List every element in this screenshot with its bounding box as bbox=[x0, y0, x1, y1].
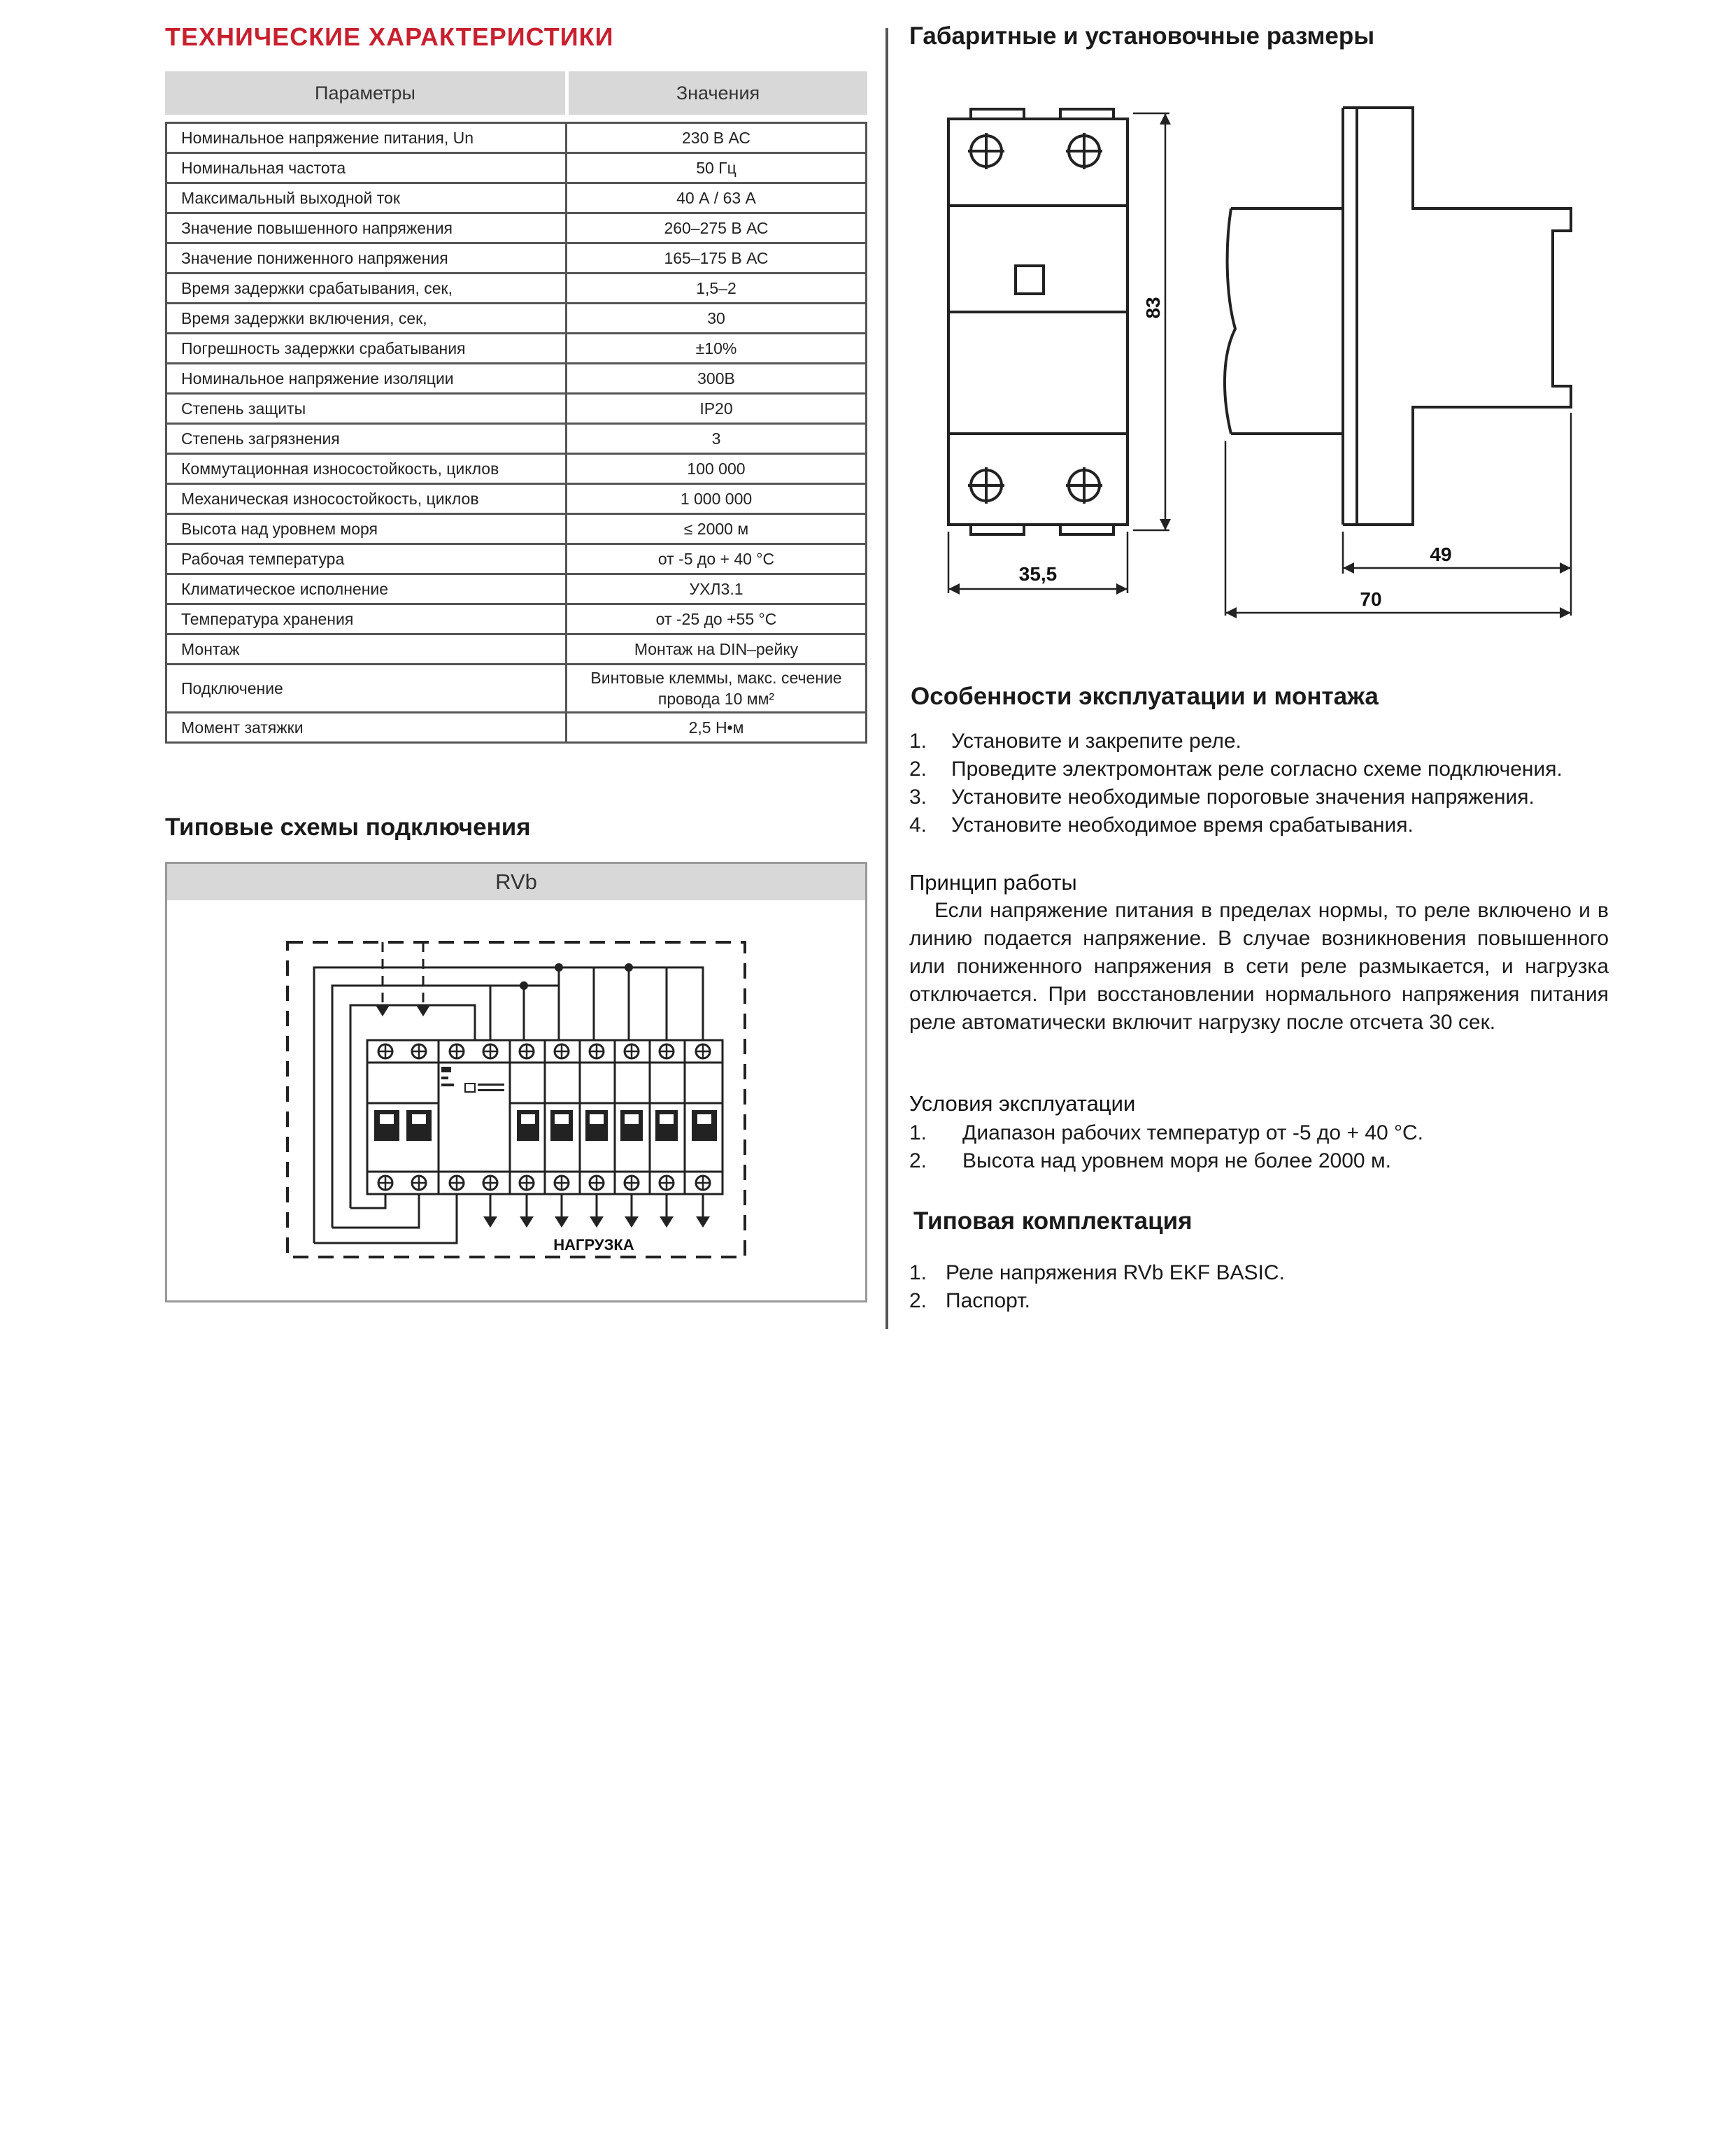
param-cell: Максимальный выходной ток bbox=[166, 183, 567, 213]
value-cell: 50 Гц bbox=[567, 153, 867, 183]
value-cell: 2,5 Н•м bbox=[567, 713, 867, 743]
param-cell: Время задержки включения, сек, bbox=[166, 304, 567, 334]
kit-title: Типовая комплектация bbox=[913, 1207, 1193, 1235]
value-cell: от -25 до +55 °С bbox=[567, 604, 867, 634]
table-row bbox=[166, 304, 867, 334]
param-cell: Механическая износостойкость, циклов bbox=[166, 484, 567, 514]
enclosure-dashed-border bbox=[287, 942, 745, 1257]
param-cell: Время задержки срабатывания, сек, bbox=[166, 274, 567, 304]
width-label: 35,5 bbox=[1018, 563, 1058, 585]
table-row bbox=[166, 213, 867, 243]
specs-table bbox=[165, 122, 867, 744]
depth-inner-label: 49 bbox=[1430, 544, 1452, 565]
table-row bbox=[166, 454, 867, 484]
param-cell: Номинальная частота bbox=[166, 153, 567, 183]
list-item: 2. Проведите электромонтаж реле согласно схеме подключения. bbox=[909, 758, 1563, 781]
specs-table-header bbox=[165, 71, 867, 115]
param-cell: Высота над уровнем моря bbox=[166, 514, 567, 544]
list-item: 1. Диапазон рабочих температур от -5 до + 40 °С. bbox=[909, 1121, 1423, 1144]
input-arrow-icon bbox=[416, 1005, 430, 1016]
features-title: Особенности эксплуатации и монтажа bbox=[911, 683, 1379, 710]
value-cell: 3 bbox=[567, 424, 867, 454]
side-view bbox=[1225, 108, 1571, 525]
principle-title: Принцип работы bbox=[909, 870, 1077, 895]
principle-text: Если напряжение питания в пределах нормы, то реле включено и в линию подается напряжение. В случае возникновения повышенного или пониженного напряжения в сети реле размыкается, и нагрузка отключается. При восстановлении нормального напряжения питания реле автоматически включит нагрузку после отсчета 30 сек. bbox=[909, 899, 1609, 1034]
table-row bbox=[166, 394, 867, 424]
table-row bbox=[166, 604, 867, 634]
param-cell: Номинальное напряжение питания, Un bbox=[166, 123, 567, 153]
table-row bbox=[166, 634, 867, 665]
param-cell: Монтаж bbox=[166, 634, 567, 665]
list-item: 1. Реле напряжения RVb EKF BASIC. bbox=[909, 1261, 1285, 1284]
output-arrow-icon bbox=[483, 1216, 710, 1228]
col-params-header: Параметры bbox=[165, 71, 569, 115]
table-row bbox=[166, 544, 867, 574]
table-row bbox=[166, 514, 867, 544]
value-cell: ≤ 2000 м bbox=[567, 514, 867, 544]
load-label: НАГРУЗКА bbox=[553, 1236, 634, 1254]
front-view bbox=[948, 109, 1127, 534]
table-row bbox=[166, 484, 867, 514]
value-cell: 260–275 В АС bbox=[567, 213, 867, 243]
scheme-model-header: RVb bbox=[167, 864, 865, 900]
value-cell: 40 А / 63 А bbox=[567, 183, 867, 213]
table-row bbox=[166, 364, 867, 394]
depth-outer-label: 70 bbox=[1360, 588, 1382, 610]
table-row bbox=[166, 424, 867, 454]
value-cell: IP20 bbox=[567, 394, 867, 424]
param-cell: Значение повышенного напряжения bbox=[166, 213, 567, 243]
value-cell: Монтаж на DIN–рейку bbox=[567, 634, 867, 665]
value-cell: 300В bbox=[567, 364, 867, 394]
list-item: 2. Высота над уровнем моря не более 2000 м. bbox=[909, 1149, 1391, 1172]
wiring-scheme-box bbox=[165, 862, 867, 1302]
dimensions-title: Габаритные и установочные размеры bbox=[909, 22, 1375, 50]
table-row bbox=[166, 665, 867, 713]
height-label: 83 bbox=[1142, 297, 1164, 319]
conditions-title: Условия эксплуатации bbox=[909, 1091, 1136, 1116]
param-cell: Погрешность задержки срабатывания bbox=[166, 334, 567, 364]
param-cell: Степень защиты bbox=[166, 394, 567, 424]
conditions-list bbox=[909, 1119, 1423, 1175]
col-values-header: Значения bbox=[676, 82, 760, 104]
table-row bbox=[166, 123, 867, 153]
param-cell: Коммутационная износостойкость, циклов bbox=[166, 454, 567, 484]
wiring-diagram bbox=[167, 900, 865, 1300]
value-cell: 230 В АС bbox=[567, 123, 867, 153]
list-item: 3. Установите необходимые пороговые значения напряжения. bbox=[909, 786, 1535, 809]
param-cell: Подключение bbox=[166, 665, 567, 713]
table-row bbox=[166, 153, 867, 183]
value-cell: ±10% bbox=[567, 334, 867, 364]
dimension-drawing bbox=[909, 84, 1637, 630]
param-cell: Температура хранения bbox=[166, 604, 567, 634]
table-row bbox=[166, 274, 867, 304]
schemes-title: Типовые схемы подключения bbox=[165, 814, 531, 841]
value-cell: Винтовые клеммы, макс. сечение провода 10 мм² bbox=[567, 665, 867, 713]
table-row bbox=[166, 183, 867, 213]
table-row bbox=[166, 243, 867, 274]
param-cell: Значение пониженного напряжения bbox=[166, 243, 567, 274]
value-cell: от -5 до + 40 °С bbox=[567, 544, 867, 574]
value-cell: 165–175 В АС bbox=[567, 243, 867, 274]
value-cell: 100 000 bbox=[567, 454, 867, 484]
front-screw-icon bbox=[968, 133, 1102, 504]
param-cell: Рабочая температура bbox=[166, 544, 567, 574]
param-cell: Номинальное напряжение изоляции bbox=[166, 364, 567, 394]
features-list bbox=[909, 727, 1563, 839]
value-cell: 1 000 000 bbox=[567, 484, 867, 514]
value-cell: 30 bbox=[567, 304, 867, 334]
value-cell: 1,5–2 bbox=[567, 274, 867, 304]
value-cell: УХЛ3.1 bbox=[567, 574, 867, 604]
list-item: 1. Установите и закрепите реле. bbox=[909, 730, 1241, 753]
kit-list bbox=[909, 1259, 1285, 1315]
list-item: 4. Установите необходимое время срабатывания. bbox=[909, 814, 1414, 837]
column-divider bbox=[885, 28, 888, 1329]
param-cell: Климатическое исполнение bbox=[166, 574, 567, 604]
table-row bbox=[166, 713, 867, 743]
param-cell: Степень загрязнения bbox=[166, 424, 567, 454]
param-cell: Момент затяжки bbox=[166, 713, 567, 743]
list-item: 2. Паспорт. bbox=[909, 1289, 1030, 1312]
table-row bbox=[166, 574, 867, 604]
table-row bbox=[166, 334, 867, 364]
specs-title: ТЕХНИЧЕСКИЕ ХАРАКТЕРИСТИКИ bbox=[165, 22, 614, 51]
input-arrow-icon bbox=[376, 1005, 390, 1016]
